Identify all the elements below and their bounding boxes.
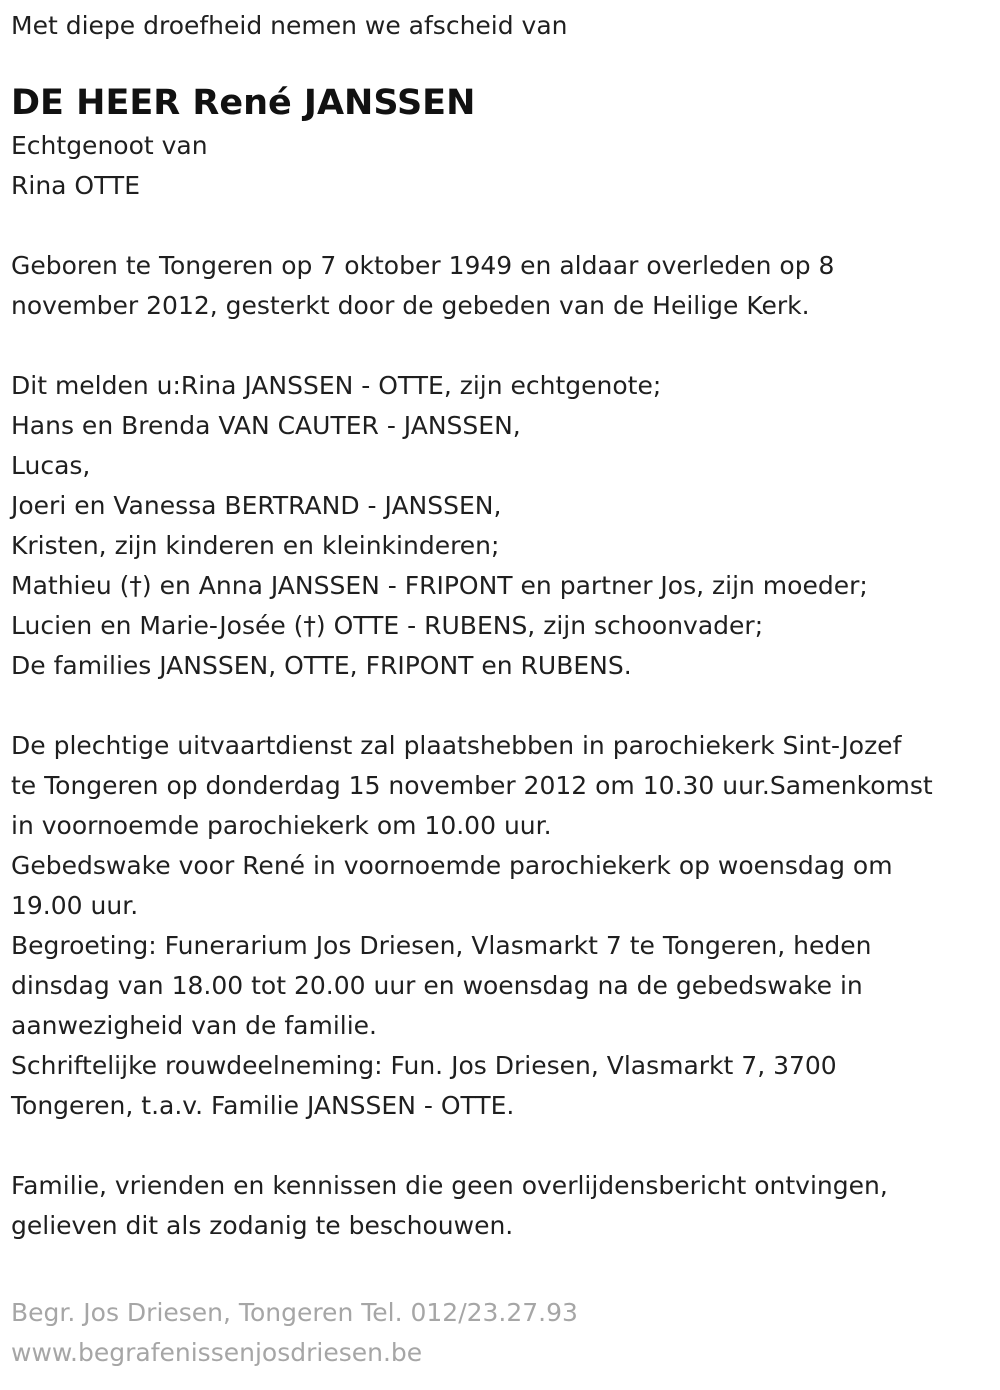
website-link[interactable]: www.begrafenissenjosdriesen.be [11, 1338, 423, 1367]
service-line: aanwezigheid van de familie. [11, 1011, 377, 1040]
family-line: Mathieu (†) en Anna JANSSEN - FRIPONT en partner Jos, zijn moeder; [11, 571, 868, 600]
undertaker-contact: Begr. Jos Driesen, Tongeren Tel. 012/23.27.93 [11, 1298, 578, 1327]
paragraph-line: Geboren te Tongeren op 7 oktober 1949 en aldaar overleden op 8 [11, 251, 835, 280]
family-line: Dit melden u:Rina JANSSEN - OTTE, zijn echtgenote; [11, 371, 662, 400]
intro-text: Met diepe droefheid nemen we afscheid van [11, 11, 568, 40]
service-line: Gebedswake voor René in voornoemde parochiekerk op woensdag om [11, 851, 893, 880]
spouse-name: Rina OTTE [11, 171, 141, 200]
spouse-label: Echtgenoot van [11, 131, 208, 160]
service-line: dinsdag van 18.00 tot 20.00 uur en woensdag na de gebedswake in [11, 971, 863, 1000]
family-line: Kristen, zijn kinderen en kleinkinderen; [11, 531, 500, 560]
obituary-notice [11, 6, 991, 1246]
service-line: De plechtige uitvaartdienst zal plaatshebben in parochiekerk Sint-Jozef [11, 731, 902, 760]
service-details [11, 726, 991, 1126]
closing-line: gelieven dit als zodanig te beschouwen. [11, 1211, 514, 1240]
paragraph-line: november 2012, gesterkt door de gebeden van de Heilige Kerk. [11, 291, 810, 320]
footer [11, 1293, 578, 1373]
family-line: De families JANSSEN, OTTE, FRIPONT en RUBENS. [11, 651, 632, 680]
closing-paragraph [11, 1166, 991, 1246]
service-line: Schriftelijke rouwdeelneming: Fun. Jos Driesen, Vlasmarkt 7, 3700 [11, 1051, 837, 1080]
family-line: Lucien en Marie-Josée (†) OTTE - RUBENS, zijn schoonvader; [11, 611, 764, 640]
service-line: Begroeting: Funerarium Jos Driesen, Vlasmarkt 7 te Tongeren, heden [11, 931, 872, 960]
service-line: in voornoemde parochiekerk om 10.00 uur. [11, 811, 552, 840]
birth-death-paragraph [11, 246, 991, 326]
family-line: Hans en Brenda VAN CAUTER - JANSSEN, [11, 411, 521, 440]
service-line: te Tongeren op donderdag 15 november 2012 om 10.30 uur.Samenkomst [11, 771, 933, 800]
deceased-name: DE HEER René JANSSEN [11, 83, 476, 123]
service-line: Tongeren, t.a.v. Familie JANSSEN - OTTE. [11, 1091, 515, 1120]
family-list [11, 366, 991, 686]
service-line: 19.00 uur. [11, 891, 139, 920]
family-line: Lucas, [11, 451, 91, 480]
closing-line: Familie, vrienden en kennissen die geen overlijdensbericht ontvingen, [11, 1171, 888, 1200]
family-line: Joeri en Vanessa BERTRAND - JANSSEN, [11, 491, 502, 520]
